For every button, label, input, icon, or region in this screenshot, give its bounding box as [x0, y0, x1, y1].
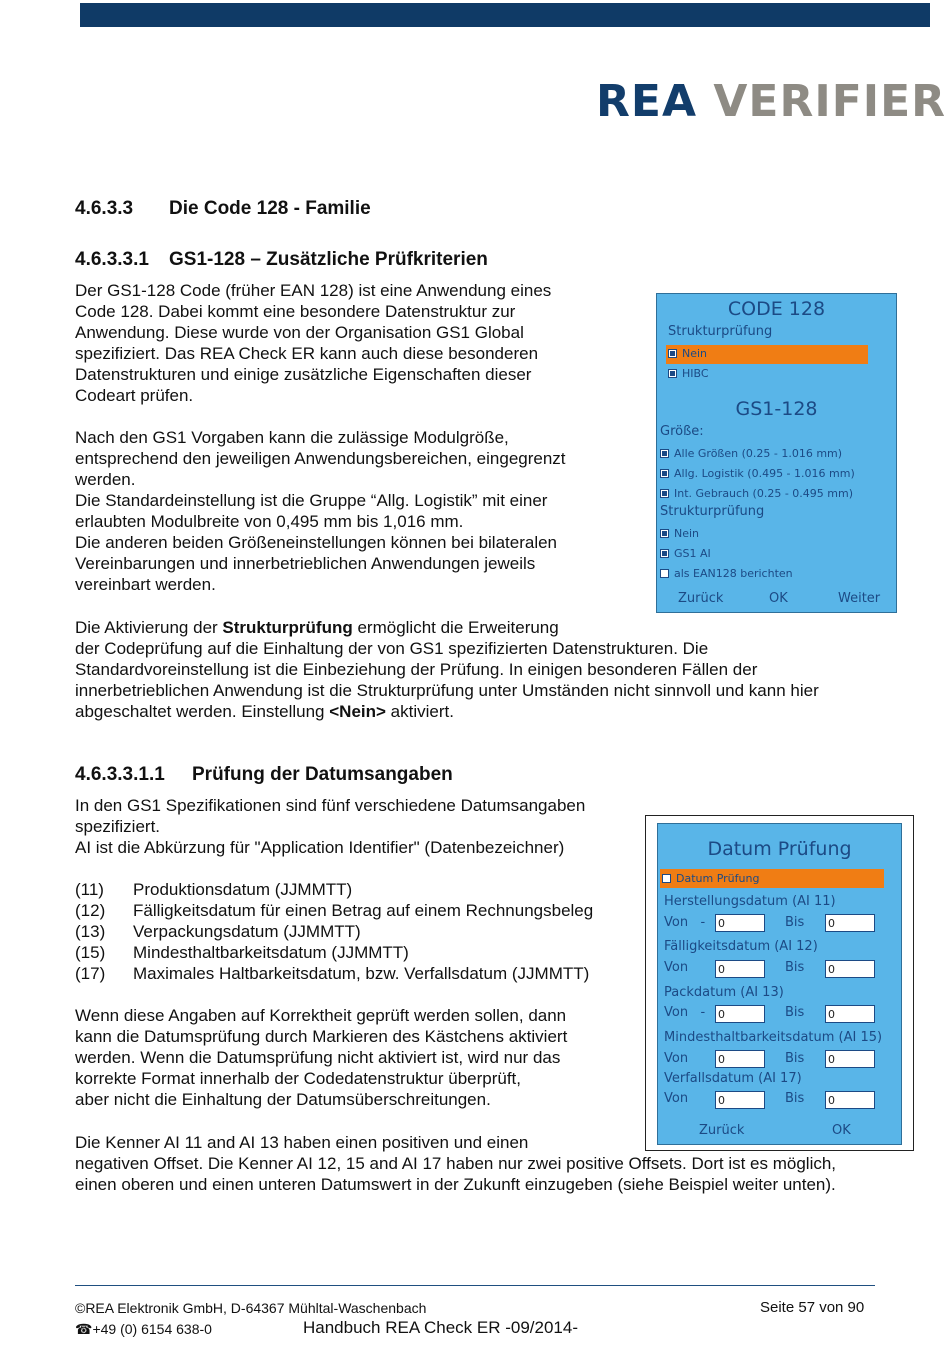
footer-page-number: Seite 57 von 90 [760, 1299, 865, 1316]
list-item: (15) Mindesthaltbarkeitsdatum (JJMMTT) [75, 943, 409, 962]
from-label: Von [664, 1091, 689, 1106]
paragraph-structure-check: Die Aktivierung der Strukturprüfung ermöglicht die Erweiterung der Codeprüfung auf die Einhaltung der von GS1 spezifizierten Datenstrukturen. Die Standardvoreinstellung ist die Einbeziehung der Prüfung. In einigen besonderen Fällen der innerbetrieblichen Anwendung ist die Strukturprüfung unter Umständen nicht sinnvoll und kann hier abgeschaltet werden. Einstellung <Nein> aktiviert. [75, 618, 819, 721]
checkbox-icon[interactable] [660, 569, 669, 578]
option-hibc[interactable]: HIBC [668, 367, 709, 380]
option-report-ean128[interactable]: als EAN128 berichten [660, 567, 793, 580]
list-item: (17) Maximales Haltbarkeitsdatum, bzw. Verfallsdatum (JJMMTT) [75, 964, 590, 983]
from-input[interactable]: 0 [715, 1091, 765, 1109]
phone-icon: ☎ [75, 1321, 93, 1337]
from-label: Von - [664, 915, 706, 930]
section-heading-1: 4.6.3.3 Die Code 128 - Familie [75, 198, 371, 219]
list-item: (12) Fälligkeitsdatum für einen Betrag auf einem Rechnungsbeleg [75, 901, 594, 920]
back-button[interactable]: Zurück [699, 1123, 745, 1138]
screen-title: Datum Prüfung [707, 838, 852, 860]
from-input[interactable]: 0 [715, 914, 765, 932]
checkbox-icon[interactable] [660, 529, 669, 538]
ai-list [75, 879, 593, 984]
to-input[interactable]: 0 [825, 1091, 875, 1109]
checkbox-icon[interactable] [668, 369, 677, 378]
checkbox-icon[interactable] [660, 449, 669, 458]
option-internal-use[interactable]: Int. Gebrauch (0.25 - 0.495 mm) [660, 487, 853, 500]
list-item: (13) Verpackungsdatum (JJMMTT) [75, 922, 361, 941]
from-input[interactable]: 0 [715, 1050, 765, 1068]
footer-manual-title: Handbuch REA Check ER -09/2014- [303, 1318, 578, 1337]
from-input[interactable]: 0 [715, 960, 765, 978]
footer-copyright: ©REA Elektronik GmbH, D-64367 Mühltal-Waschenbach [75, 1300, 427, 1316]
option-structure-nein[interactable]: Nein [660, 527, 699, 540]
checkbox-icon[interactable] [668, 349, 677, 358]
group-label: Verfallsdatum (AI 17) [664, 1071, 802, 1086]
option-all-sizes[interactable]: Alle Größen (0.25 - 1.016 mm) [660, 447, 842, 460]
header-bar [80, 3, 930, 27]
code128-settings-screen [656, 293, 897, 613]
section-heading-3: 4.6.3.3.1.1 Prüfung der Datumsangaben [75, 764, 453, 785]
date-check-toggle[interactable]: Datum Prüfung [662, 872, 759, 885]
paragraph-module-size: Nach den GS1 Vorgaben kann die zulässige Modulgröße, entsprechend den jeweiligen Anwendungsbereichen, eingegrenzt werden. Die Standardeinstellung ist die Gruppe “Allg. Logistik” mit einer erlaubten Modulbreite von 0,495 mm bis 1,016 mm. Die anderen beiden Größeneinstellungen können bei bilateralen Vereinbarungen und innerbetrieblichen Anwendungen jeweils vereinbart werden. [75, 428, 566, 594]
option-gs1-ai[interactable]: GS1 AI [660, 547, 711, 560]
from-label: Von - [664, 1005, 706, 1020]
checkbox-icon[interactable] [660, 489, 669, 498]
footer-divider [75, 1285, 875, 1286]
to-input[interactable]: 0 [825, 1050, 875, 1068]
group-label: Mindesthaltbarkeitsdatum (AI 15) [664, 1030, 883, 1045]
checkbox-icon[interactable] [660, 549, 669, 558]
to-input[interactable]: 0 [825, 960, 875, 978]
to-label: Bis [785, 915, 805, 930]
brand-logo: REA VERIFIER [596, 76, 947, 127]
checkbox-icon[interactable] [660, 469, 669, 478]
section-heading-2: 4.6.3.3.1 GS1-128 – Zusätzliche Prüfkriterien [75, 249, 488, 270]
checkbox-icon[interactable] [662, 874, 671, 883]
to-label: Bis [785, 1051, 805, 1066]
option-general-logistics[interactable]: Allg. Logistik (0.495 - 1.016 mm) [660, 467, 855, 480]
paragraph-date-check: Wenn diese Angaben auf Korrektheit geprüft werden sollen, dann kann die Datumsprüfung durch Markieren des Kästchens aktiviert werden. Wenn die Datumsprüfung nicht aktiviert ist, wird nur das korrekte Format innerhalb der Codedatenstruktur überprüft, aber nicht die Einhaltung der Datumsüberschreitungen. [75, 1006, 568, 1109]
to-label: Bis [785, 960, 805, 975]
structure-check-label-2: Strukturprüfung [660, 504, 765, 519]
paragraph-offsets: Die Kenner AI 11 and AI 13 haben einen positiven und einen negativen Offset. Die Kenner AI 12, 15 and AI 17 haben nur zwei positive Offsets. Dort ist es möglich, einen oberen und einen unteren Datumswert in der Zukunft einzugeben (siehe Beispiel weiter unten). [75, 1133, 837, 1194]
screen-subtitle: GS1-128 [735, 398, 818, 420]
footer-phone: ☎+49 (0) 6154 638-0 [75, 1321, 212, 1337]
group-label: Packdatum (AI 13) [664, 985, 784, 1000]
ok-button[interactable]: OK [769, 591, 788, 606]
group-label: Fälligkeitsdatum (AI 12) [664, 939, 818, 954]
date-check-screen [657, 823, 902, 1145]
back-button[interactable]: Zurück [678, 591, 724, 606]
to-label: Bis [785, 1091, 805, 1106]
group-label: Herstellungsdatum (AI 11) [664, 894, 836, 909]
from-label: Von [664, 960, 689, 975]
paragraph-date-intro: In den GS1 Spezifikationen sind fünf verschiedene Datumsangaben spezifiziert. AI ist die Abkürzung für "Application Identifier" (Datenbezeichner) [75, 796, 586, 857]
next-button[interactable]: Weiter [838, 591, 881, 606]
to-label: Bis [785, 1005, 805, 1020]
list-item: (11) Produktionsdatum (JJMMTT) [75, 880, 353, 899]
paragraph-intro: Der GS1-128 Code (früher EAN 128) ist eine Anwendung eines Code 128. Dabei kommt eine besondere Datenstruktur zur Anwendung. Diese wurde von der Organisation GS1 Global spezifiziert. Das REA Check ER kann auch diese besonderen Datenstrukturen und einige zusätzliche Eigenschaften dieser Codeart prüfen. [75, 281, 552, 405]
to-input[interactable]: 0 [825, 914, 875, 932]
ok-button[interactable]: OK [832, 1123, 851, 1138]
screen-title: CODE 128 [727, 298, 826, 320]
size-label: Größe: [660, 424, 704, 439]
from-label: Von [664, 1051, 689, 1066]
to-input[interactable]: 0 [825, 1005, 875, 1023]
option-nein[interactable]: Nein [668, 347, 707, 360]
structure-check-label: Strukturprüfung [668, 324, 773, 339]
from-input[interactable]: 0 [715, 1005, 765, 1023]
